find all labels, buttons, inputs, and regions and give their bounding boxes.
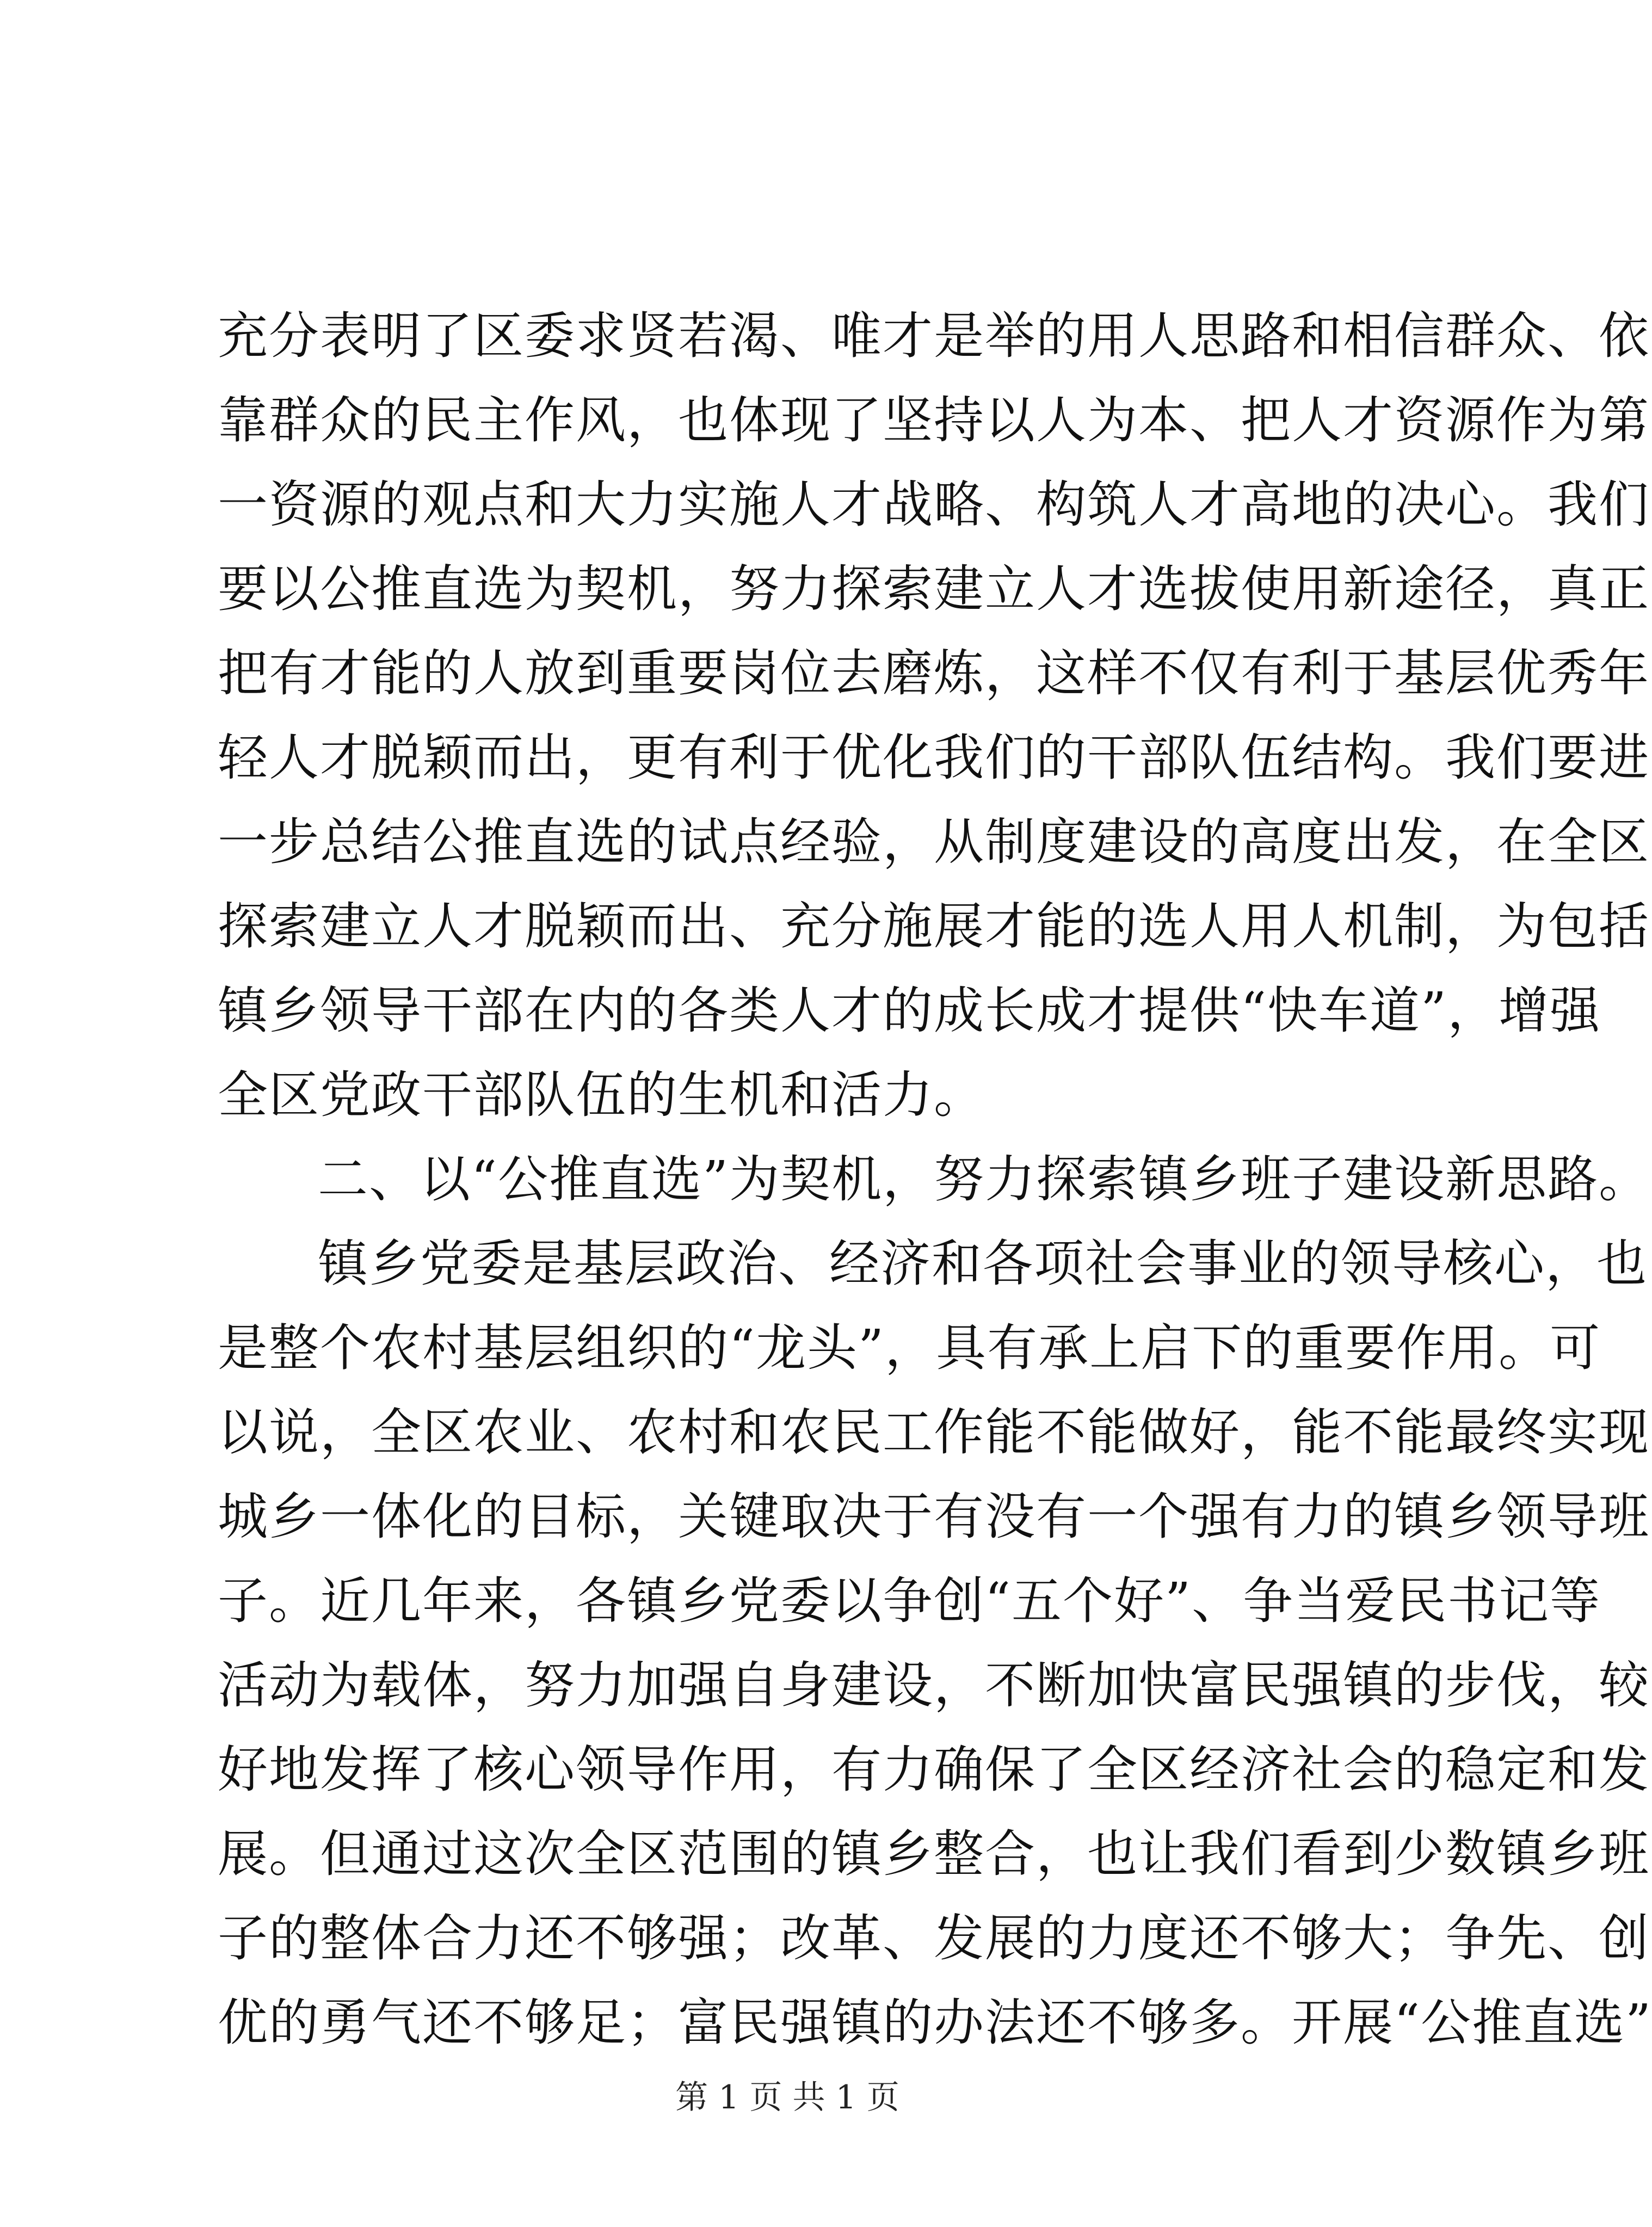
text-line: 靠群众的民主作风，也体现了坚持以人为本、把人才资源作为第	[218, 391, 1650, 449]
text-line: 轻人才脱颖而出，更有利于优化我们的干部队伍结构。我们要进	[218, 729, 1650, 787]
text-line: 以说，全区农业、农村和农民工作能不能做好，能不能最终实现	[218, 1403, 1650, 1461]
page-footer: 第 1 页 共 1 页	[675, 2078, 899, 2117]
text-line: 子的整体合力还不够强；改革、发展的力度还不够大；争先、创	[218, 1909, 1650, 1967]
text-line: 二、以“公推直选”为契机，努力探索镇乡班子建设新思路。	[318, 1150, 1650, 1208]
text-line: 镇乡领导干部在内的各类人才的成长成才提供“快车道”，增强	[218, 982, 1601, 1040]
text-line: 好地发挥了核心领导作用，有力确保了全区经济社会的稳定和发	[218, 1741, 1650, 1799]
text-line: 探索建立人才脱颖而出、充分施展才能的选人用人机制，为包括	[218, 897, 1650, 955]
text-line: 一步总结公推直选的试点经验，从制度建设的高度出发，在全区	[218, 813, 1650, 871]
body-text	[218, 294, 1652, 2065]
text-line: 子。近几年来，各镇乡党委以争创“五个好”、争当爱民书记等	[218, 1572, 1601, 1630]
text-line: 全区党政干部队伍的生机和活力。	[218, 1066, 985, 1124]
text-line: 活动为载体，努力加强自身建设，不断加快富民强镇的步伐，较	[218, 1656, 1650, 1714]
text-line: 城乡一体化的目标，关键取决于有没有一个强有力的镇乡领导班	[218, 1488, 1650, 1546]
text-line: 充分表明了区委求贤若渴、唯才是举的用人思路和相信群众、依	[218, 307, 1650, 365]
text-line: 要以公推直选为契机，努力探索建立人才选拔使用新途径，真正	[218, 560, 1650, 618]
text-line: 一资源的观点和大力实施人才战略、构筑人才高地的决心。我们	[218, 476, 1650, 534]
text-line: 优的勇气还不够足；富民强镇的办法还不够多。开展“公推直选”	[218, 1994, 1652, 2052]
text-line: 把有才能的人放到重要岗位去磨炼，这样不仅有利于基层优秀年	[218, 644, 1650, 702]
text-line: 镇乡党委是基层政治、经济和各项社会事业的领导核心，也	[318, 1235, 1648, 1293]
text-line: 是整个农村基层组织的“龙头”，具有承上启下的重要作用。可	[218, 1319, 1601, 1377]
text-line: 展。但通过这次全区范围的镇乡整合，也让我们看到少数镇乡班	[218, 1825, 1650, 1883]
